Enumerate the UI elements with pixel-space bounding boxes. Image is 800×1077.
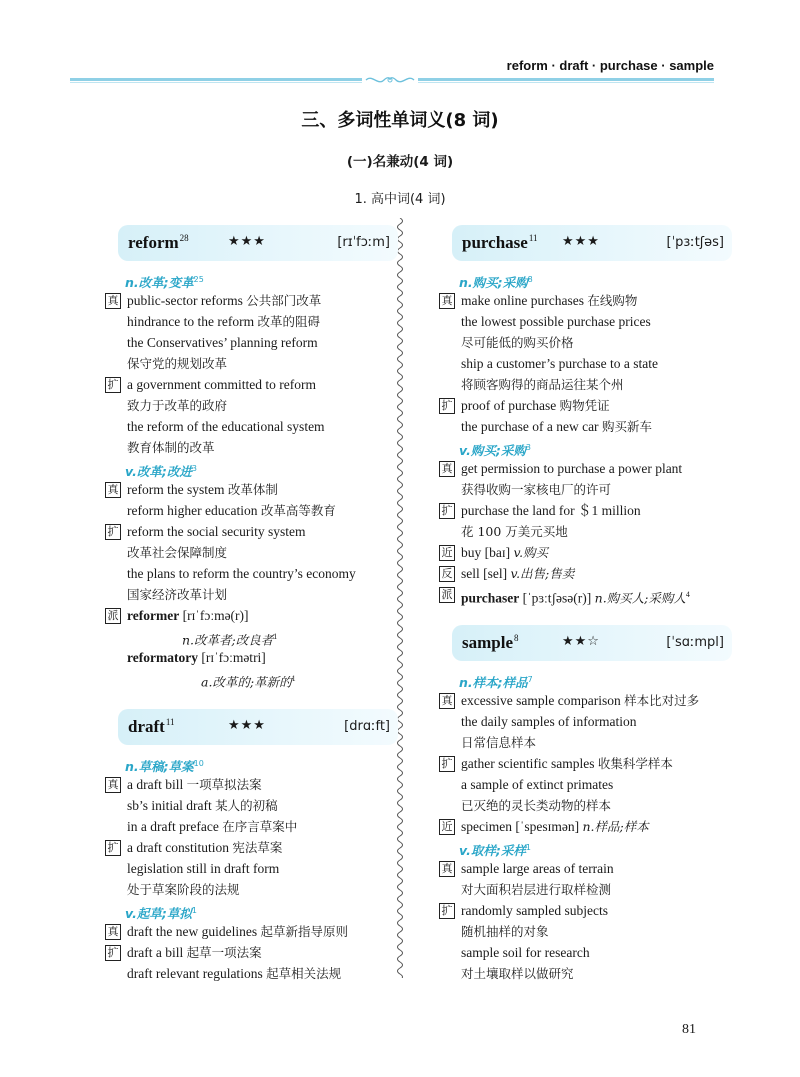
derivative-line: 派 reformer [rɪˈfɔːmə(r)] [108, 605, 398, 626]
headword: draft$^{11}$ [128, 717, 175, 736]
example-line: legislation still in draft form [127, 861, 280, 876]
example-line: 真 get permission to purchase a power plant [442, 458, 732, 479]
sense-label: n.购买;采购$^8$ [459, 275, 533, 291]
example-line: ship a customer’s purchase to a state [461, 356, 658, 371]
example-line: draft relevant regulations 起草相关法规 [127, 966, 342, 981]
sense-label: v.取样;采样$^1$ [459, 843, 531, 859]
example-line: 尽可能低的购买价格 [461, 335, 574, 350]
kuo-tag-icon: 扩 [105, 840, 121, 856]
example-line: 改革社会保障制度 [127, 545, 228, 560]
sense-label: n.草稿;草案$^{10}$ [125, 759, 204, 775]
right-column [442, 225, 732, 984]
sense-label: n.改革;变革$^{25}$ [125, 275, 204, 291]
kuo-tag-icon: 扩 [105, 945, 121, 961]
pronunciation: [ˈpɜːtʃəs] [666, 235, 724, 250]
derivative-line: reformatory [rɪˈfɔːmətri] [127, 650, 266, 665]
kuo-tag-icon: 扩 [439, 756, 455, 772]
example-line: the purchase of a new car 购买新车 [461, 419, 652, 434]
example-line: 保守党的规划改革 [127, 356, 228, 371]
example-line: 扩 draft a bill 起草一项法案 [108, 942, 398, 963]
zhen-tag-icon: 真 [105, 293, 121, 309]
star-rating: ★★★ [562, 234, 600, 249]
example-line: 随机抽样的对象 [461, 924, 549, 939]
entry-header-reform [118, 225, 398, 261]
example-line: 扩 proof of purchase 购物凭证 [442, 395, 732, 416]
jin-tag-icon: 近 [439, 819, 455, 835]
ornament-icon [362, 71, 418, 89]
synonym-line: 近 buy [baɪ] v.购买 [442, 542, 732, 563]
example-line: 扩 purchase the land for ＄1 million [442, 500, 732, 521]
example-line: 扩 a draft constitution 宪法草案 [108, 837, 398, 858]
example-line: 扩 gather scientific samples 收集科学样本 [442, 753, 732, 774]
headword: sample$^8$ [462, 633, 519, 652]
example-line: 真 make online purchases 在线购物 [442, 290, 732, 311]
antonym-line: 反 sell [sel] v.出售;售卖 [442, 563, 732, 584]
star-rating: ★★☆ [562, 634, 600, 649]
example-line: 获得收购一家核电厂的许可 [461, 482, 612, 497]
example-line: sample soil for research [461, 945, 590, 960]
sense-label: v.购买;采购$^3$ [459, 443, 531, 459]
fan-tag-icon: 反 [439, 566, 455, 582]
example-line: the Conservatives’ planning reform [127, 335, 318, 350]
example-line: the lowest possible purchase prices [461, 314, 651, 329]
kuo-tag-icon: 扩 [105, 377, 121, 393]
kuo-tag-icon: 扩 [439, 503, 455, 519]
headword: purchase$^{11}$ [462, 233, 538, 252]
example-line: 教育体制的改革 [127, 440, 215, 455]
derivative-line: 派 purchaser [ˈpɜːtʃəsə(r)] n.购买人;采购人$^4$ [442, 584, 732, 605]
example-line: hindrance to the reform 改革的阻碍 [127, 314, 320, 329]
sense-label: v.改革;改进$^3$ [125, 464, 197, 480]
example-line: 真 excessive sample comparison 样本比对过多 [442, 690, 732, 711]
pronunciation: [ˈsɑːmpl] [666, 635, 724, 650]
derivative-def: n.改革者;改良者$^1$ [182, 632, 278, 648]
example-line: 扩 randomly sampled subjects [442, 900, 732, 921]
page-number: 81 [682, 1022, 696, 1037]
sense-label: v.起草;草拟$^1$ [125, 906, 197, 922]
example-line: 真 reform the system 改革体制 [108, 479, 398, 500]
example-line: a sample of extinct primates [461, 777, 614, 792]
kuo-tag-icon: 扩 [439, 398, 455, 414]
pai-tag-icon: 派 [439, 587, 455, 603]
sense-label: n.样本;样品$^7$ [459, 675, 533, 691]
jin-tag-icon: 近 [439, 545, 455, 561]
zhen-tag-icon: 真 [439, 861, 455, 877]
example-line: 扩 reform the social security system [108, 521, 398, 542]
running-head: reform · draft · purchase · sample [506, 58, 714, 73]
example-line: the reform of the educational system [127, 419, 325, 434]
subsubsection-title: 1. 高中词(4 词) [354, 192, 446, 207]
section-title: 三、多词性单词义(8 词) [301, 110, 499, 131]
example-line: 致力于改革的政府 [127, 398, 228, 413]
entry-header-draft [118, 709, 398, 745]
example-line: sb’s initial draft 某人的初稿 [127, 798, 278, 813]
derivative-def: a.改革的;革新的$^1$ [201, 674, 296, 690]
zhen-tag-icon: 真 [439, 693, 455, 709]
example-line: the daily samples of information [461, 714, 637, 729]
zhen-tag-icon: 真 [439, 293, 455, 309]
example-line: 国家经济改革计划 [127, 587, 228, 602]
pronunciation: [rɪˈfɔːm] [337, 235, 390, 250]
synonym-line: 近 specimen [ˈspesɪmən] n.样品;样本 [442, 816, 732, 837]
example-line: reform higher education 改革高等教育 [127, 503, 336, 518]
zhen-tag-icon: 真 [105, 482, 121, 498]
pronunciation: [drɑːft] [344, 719, 390, 734]
example-line: 真 sample large areas of terrain [442, 858, 732, 879]
kuo-tag-icon: 扩 [439, 903, 455, 919]
example-line: 处于草案阶段的法规 [127, 882, 240, 897]
example-line: 日常信息样本 [461, 735, 537, 750]
entry-header-sample [452, 625, 732, 661]
pai-tag-icon: 派 [105, 608, 121, 624]
example-line: 真 public-sector reforms 公共部门改革 [108, 290, 398, 311]
example-line: the plans to reform the country’s economy [127, 566, 356, 581]
example-line: 花 100 万美元买地 [461, 524, 568, 539]
example-line: 真 draft the new guidelines 起草新指导原则 [108, 921, 398, 942]
star-rating: ★★★ [228, 718, 266, 733]
example-line: 对土壤取样以做研究 [461, 966, 574, 981]
star-rating: ★★★ [228, 234, 266, 249]
subsection-title: (一)名兼动(4 词) [346, 154, 454, 170]
example-line: 已灭绝的灵长类动物的样本 [461, 798, 612, 813]
example-line: 对大面积岩层进行取样检测 [461, 882, 612, 897]
zhen-tag-icon: 真 [105, 924, 121, 940]
zhen-tag-icon: 真 [439, 461, 455, 477]
left-column [108, 225, 398, 984]
example-line: 将顾客购得的商品运往某个州 [461, 377, 624, 392]
example-line: 真 a draft bill 一项草拟法案 [108, 774, 398, 795]
example-line: 扩 a government committed to reform [108, 374, 398, 395]
entry-header-purchase [452, 225, 732, 261]
headword: reform$^{28}$ [128, 233, 189, 252]
kuo-tag-icon: 扩 [105, 524, 121, 540]
zhen-tag-icon: 真 [105, 777, 121, 793]
example-line: in a draft preface 在序言草案中 [127, 819, 298, 834]
